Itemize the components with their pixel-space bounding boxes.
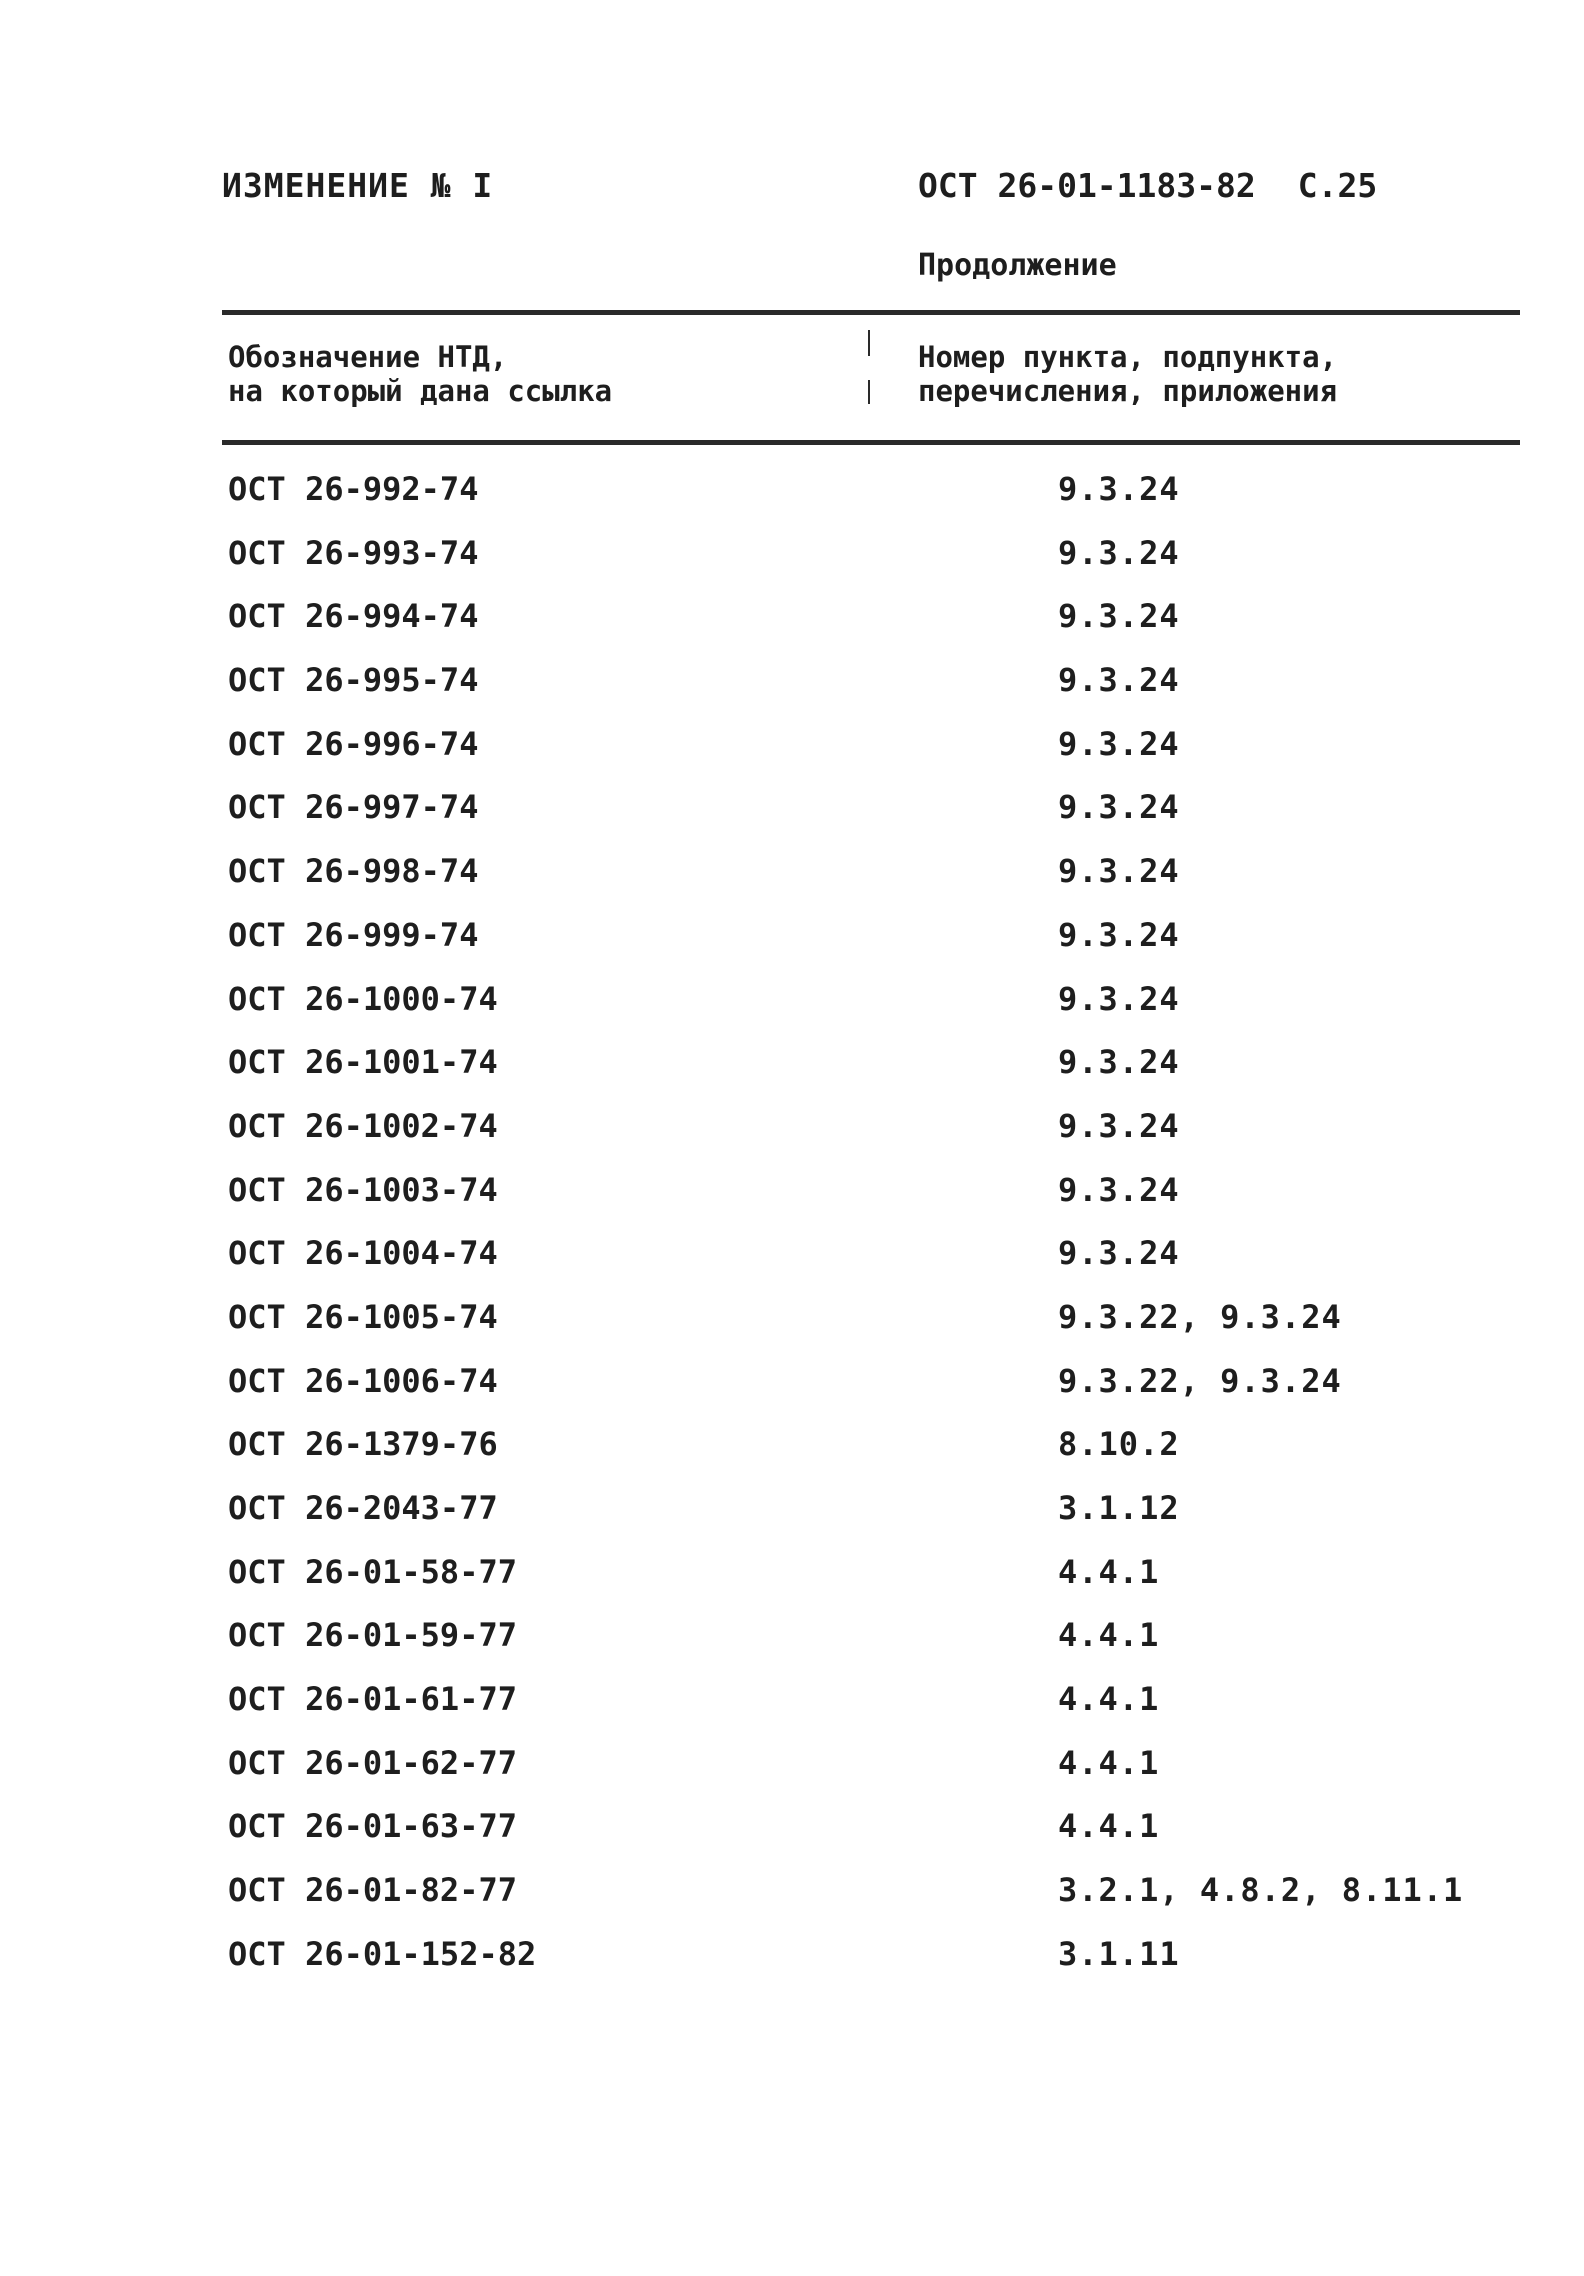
clause-cell: 9.3.24 bbox=[1058, 597, 1180, 636]
standard-cell: ОСТ 26-01-82-77 bbox=[228, 1871, 517, 1910]
clause-cell: 9.3.24 bbox=[1058, 1170, 1180, 1209]
column-separator bbox=[868, 330, 870, 356]
clause-cell: 3.1.11 bbox=[1058, 1934, 1180, 1973]
table-row bbox=[0, 470, 1584, 534]
table-row bbox=[0, 788, 1584, 852]
standard-cell: ОСТ 26-01-61-77 bbox=[228, 1680, 517, 1719]
standard-cell: ОСТ 26-01-62-77 bbox=[228, 1743, 517, 1782]
standard-cell: ОСТ 26-1001-74 bbox=[228, 1043, 498, 1082]
clause-cell: 3.2.1, 4.8.2, 8.11.1 bbox=[1058, 1871, 1464, 1910]
continuation-label: Продолжение bbox=[918, 248, 1117, 283]
column-header-document: Обозначение НТД, на который дана ссылка bbox=[228, 340, 613, 408]
standard-cell: ОСТ 26-992-74 bbox=[228, 470, 479, 508]
table-row bbox=[0, 852, 1584, 916]
standard-cell: ОСТ 26-1002-74 bbox=[228, 1106, 498, 1145]
clause-cell: 4.4.1 bbox=[1058, 1743, 1160, 1782]
clause-cell: 9.3.24 bbox=[1058, 1234, 1180, 1273]
table-row bbox=[0, 1871, 1584, 1935]
clause-cell: 9.3.24 bbox=[1058, 852, 1180, 891]
standard-cell: ОСТ 26-1005-74 bbox=[228, 1297, 498, 1336]
standard-cell: ОСТ 26-995-74 bbox=[228, 661, 479, 700]
table-top-rule bbox=[222, 310, 1520, 315]
standard-number: ОСТ 26-01-1183-82 bbox=[918, 166, 1256, 205]
clause-cell: 9.3.24 bbox=[1058, 979, 1180, 1018]
table-row bbox=[0, 1744, 1584, 1808]
clause-cell: 9.3.22, 9.3.24 bbox=[1058, 1361, 1342, 1400]
column-separator bbox=[868, 380, 870, 404]
table-row bbox=[0, 1298, 1584, 1362]
document-designation bbox=[918, 166, 1377, 205]
table-header-rule bbox=[222, 440, 1520, 445]
table-row bbox=[0, 1935, 1584, 1999]
table-row bbox=[0, 534, 1584, 598]
standard-cell: ОСТ 26-998-74 bbox=[228, 852, 479, 891]
table-row bbox=[0, 1616, 1584, 1680]
clause-cell: 9.3.24 bbox=[1058, 1106, 1180, 1145]
page-number: С.25 bbox=[1297, 166, 1378, 205]
table-row bbox=[0, 1107, 1584, 1171]
table-row bbox=[0, 1362, 1584, 1426]
standard-cell: ОСТ 26-01-58-77 bbox=[228, 1552, 517, 1591]
table-body bbox=[0, 470, 1584, 1999]
table-row bbox=[0, 1234, 1584, 1298]
standard-cell: ОСТ 26-997-74 bbox=[228, 788, 479, 827]
standard-cell: ОСТ 26-1379-76 bbox=[228, 1425, 498, 1464]
table-row bbox=[0, 1489, 1584, 1553]
column-header-clause: Номер пункта, подпункта, перечисления, приложения bbox=[918, 340, 1338, 408]
table-row bbox=[0, 980, 1584, 1044]
standard-cell: ОСТ 26-01-63-77 bbox=[228, 1807, 517, 1846]
clause-cell: 4.4.1 bbox=[1058, 1680, 1160, 1719]
table-row bbox=[0, 1807, 1584, 1871]
table-row bbox=[0, 597, 1584, 661]
standard-cell: ОСТ 26-999-74 bbox=[228, 915, 479, 954]
standard-cell: ОСТ 26-1000-74 bbox=[228, 979, 498, 1018]
table-row bbox=[0, 725, 1584, 789]
standard-cell: ОСТ 26-01-59-77 bbox=[228, 1616, 517, 1655]
standard-cell: ОСТ 26-996-74 bbox=[228, 724, 479, 763]
table-row bbox=[0, 1171, 1584, 1235]
clause-cell: 9.3.22, 9.3.24 bbox=[1058, 1297, 1342, 1336]
clause-cell: 9.3.24 bbox=[1058, 533, 1180, 572]
clause-cell: 9.3.24 bbox=[1058, 788, 1180, 827]
table-row bbox=[0, 1043, 1584, 1107]
clause-cell: 4.4.1 bbox=[1058, 1616, 1160, 1655]
clause-cell: 9.3.24 bbox=[1058, 915, 1180, 954]
table-row bbox=[0, 916, 1584, 980]
standard-cell: ОСТ 26-1004-74 bbox=[228, 1234, 498, 1273]
standard-cell: ОСТ 26-1006-74 bbox=[228, 1361, 498, 1400]
clause-cell: 9.3.24 bbox=[1058, 470, 1180, 508]
clause-cell: 8.10.2 bbox=[1058, 1425, 1180, 1464]
standard-cell: ОСТ 26-1003-74 bbox=[228, 1170, 498, 1209]
standard-cell: ОСТ 26-993-74 bbox=[228, 533, 479, 572]
standard-cell: ОСТ 26-2043-77 bbox=[228, 1489, 498, 1527]
clause-cell: 4.4.1 bbox=[1058, 1807, 1160, 1846]
amendment-title: ИЗМЕНЕНИЕ № I bbox=[222, 166, 494, 205]
standard-cell: ОСТ 26-994-74 bbox=[228, 597, 479, 636]
clause-cell: 9.3.24 bbox=[1058, 661, 1180, 700]
table-row bbox=[0, 1553, 1584, 1617]
clause-cell: 3.1.12 bbox=[1058, 1489, 1180, 1527]
clause-cell: 9.3.24 bbox=[1058, 1043, 1180, 1082]
table-row bbox=[0, 661, 1584, 725]
table-row bbox=[0, 1425, 1584, 1489]
table-row bbox=[0, 1680, 1584, 1744]
standard-cell: ОСТ 26-01-152-82 bbox=[228, 1934, 537, 1973]
clause-cell: 4.4.1 bbox=[1058, 1552, 1160, 1591]
clause-cell: 9.3.24 bbox=[1058, 724, 1180, 763]
